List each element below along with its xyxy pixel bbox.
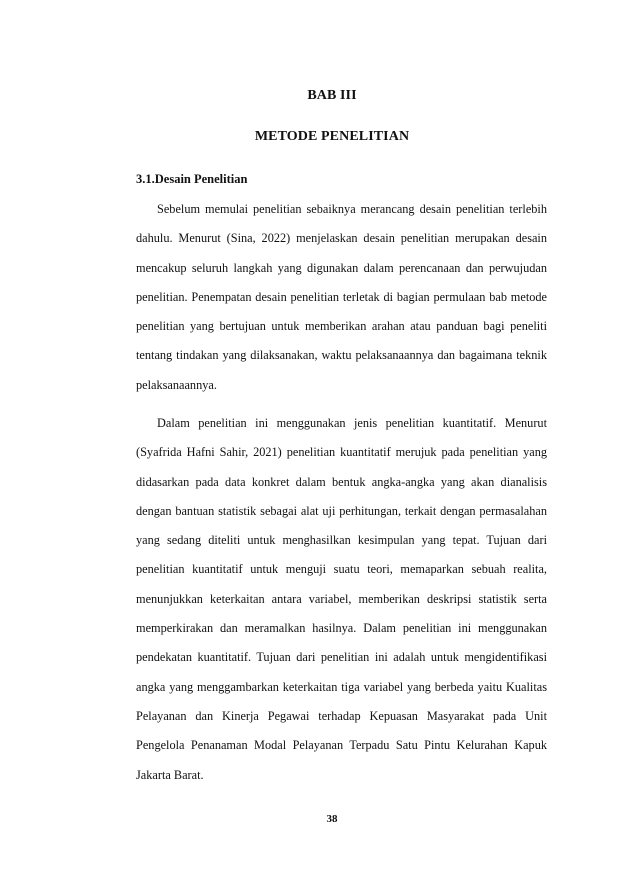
chapter-heading: BAB III xyxy=(307,88,357,103)
body-paragraph: Dalam penelitian ini menggunakan jenis penelitian kuantitatif. Menurut (Syafrida Hafni Sahir, 2021) penelitian kuantitatif merujuk pada penelitian yang didasarkan pada data konkret dalam bentuk angka-angka yang akan dianalisis dengan bantuan statistik sebagai alat uji perhitungan, terkait dengan permasalahan yang sedang diteliti untuk menghasilkan kesimpulan yang tepat. Tujuan dari penelitian kuantitatif untuk menguji suatu teori, memaparkan sebuah realita, menunjukkan keterkaitan antara variabel, memberikan deskripsi statistik serta memperkirakan dan meramalkan hasilnya. Dalam penelitian ini menggunakan pendekatan kuantitatif. Tujuan dari penelitian ini adalah untuk mengidentifikasi angka yang menggambarkan keterkaitan tiga variabel yang berbeda yaitu Kualitas Pelayanan dan Kinerja Pegawai terhadap Kepuasan Masyarakat pada Unit Pengelola Penanaman Modal Pelayanan Terpadu Satu Pintu Kelurahan Kapuk Jakarta Barat. xyxy=(136,416,547,782)
body-paragraph: Sebelum memulai penelitian sebaiknya merancang desain penelitian terlebih dahulu. Menurut (Sina, 2022) menjelaskan desain penelitian merupakan desain mencakup seluruh langkah yang digunakan dalam perencanaan dan perwujudan penelitian. Penempatan desain penelitian terletak di bagian permulaan bab metode penelitian yang bertujuan untuk memberikan arahan atau panduan bagi peneliti tentang tindakan yang dilaksanakan, waktu pelaksanaannya dan bagaimana teknik pelaksanaannya. xyxy=(136,202,547,392)
page-number: 38 xyxy=(326,813,338,825)
section-heading: 3.1.Desain Penelitian xyxy=(136,172,248,186)
chapter-title: METODE PENELITIAN xyxy=(254,129,410,144)
